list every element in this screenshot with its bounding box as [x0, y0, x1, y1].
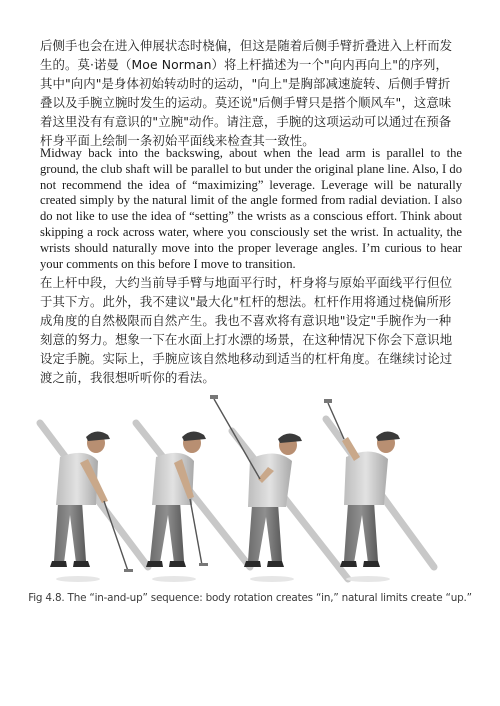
takeaway-frame: [136, 423, 250, 582]
address-frame: [40, 423, 148, 582]
english-paragraph: Midway back into the backswing, about when the lead arm is parallel to the ground, the club shaft will be parallel to but under the original plane line. Also, I do not recommend the idea of “maximizing” leverage. Leverage will be naturally created simply by the natural limit of the angle formed from radial deviation. I also do not like to use the idea of “setting” the wrists as a conscious effort. Think about skipping a rock across water, where you consciously set the wrist. In actuality, the wrists should naturally move into the proper leverage angles. I’m curious to hear your comments on this before I move to transition.: [40, 146, 462, 271]
figure-caption: Fig 4.8. The “in-and-up” sequence: body rotation creates “in,” natural limits create “up.”: [28, 592, 472, 604]
top-backswing-frame: [324, 399, 434, 582]
golf-swing-sequence-figure: [36, 395, 464, 587]
chinese-paragraph-1: 后侧手也会在进入伸展状态时桡偏，但这是随着后侧手臂折叠进入上杆而发生的。莫·诺曼（Moe Norman）将上杆描述为一个"向内再向上"的序列，其中"向内"是身体初始转动时的运动，"向上"是胸部减速旋转、后侧手臂折叠以及手腕立腕时发生的运动。莫还说"后侧手臂只是搭个顺风车"，这意味着这里没有有意识的"立腕"动作。请注意，手腕的这项运动可以通过在预备杆身平面上绘制一条初始平面线来检查其一致性。: [40, 38, 453, 148]
chinese-paragraph-2: 在上杆中段，大约当前导手臂与地面平行时，杆身将与原始平面线平行但位于其下方。此外，我不建议"最大化"杠杆的想法。杠杆作用将通过桡偏所形成角度的自然极限而自然产生。我也不喜欢将有意识地"设定"手腕作为一种刻意的努力。想象一下在水面上打水漂的场景，在这种情况下你会下意识地设定手腕。实际上，手腕应该自然地移动到适当的杠杆角度。在继续讨论过渡之前，我很想听听你的看法。: [40, 275, 453, 385]
